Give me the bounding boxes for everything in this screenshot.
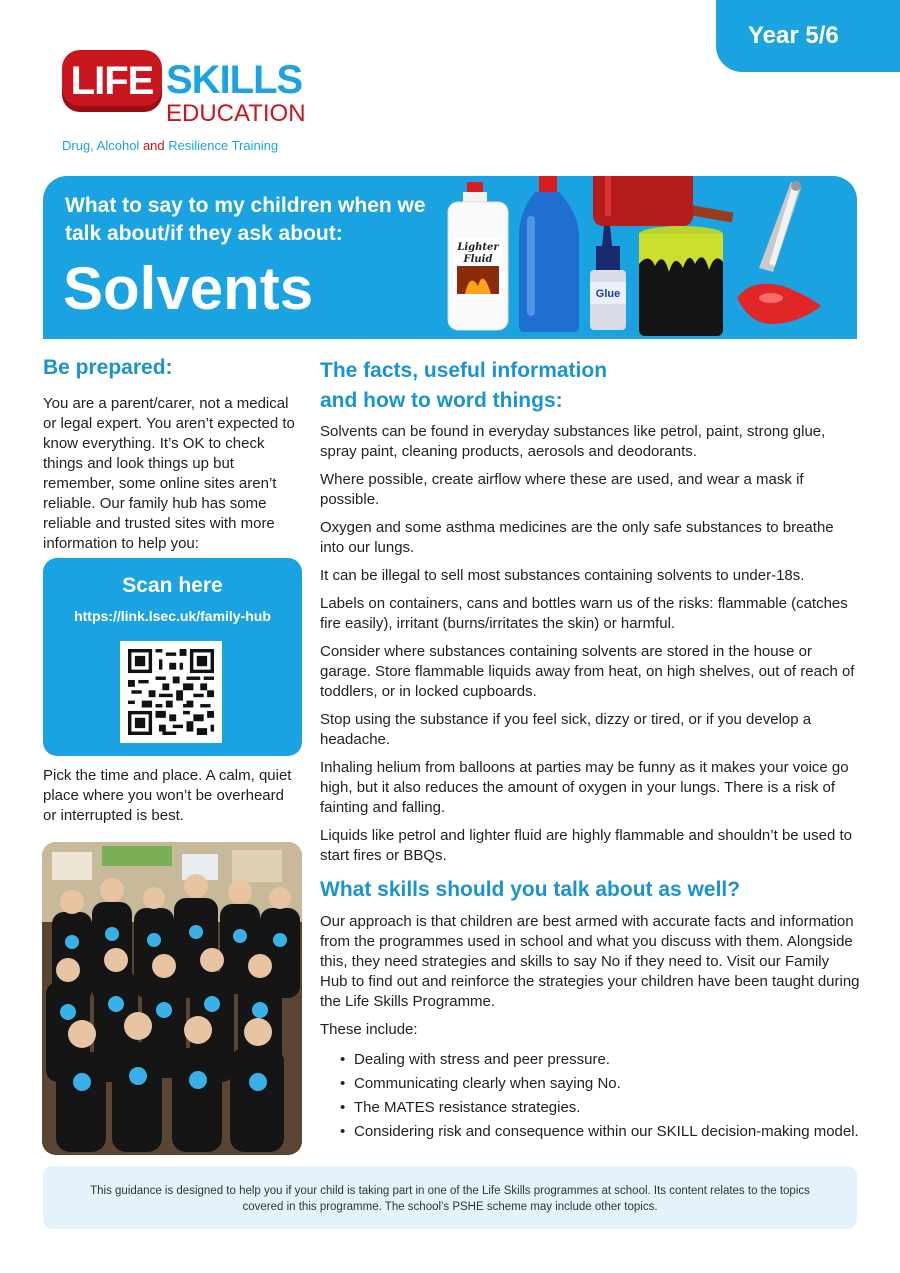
fact-paragraph: Where possible, create airflow where these are used, and wear a mask if possible. <box>320 471 804 508</box>
skills-heading: What skills should you talk about as well? <box>320 878 741 901</box>
page-title: Solvents <box>63 255 314 322</box>
fact-paragraph: Solvents can be found in everyday substances like petrol, paint, strong glue, spray paint, cleaning products, aerosols and deodorants. <box>320 423 826 460</box>
fact-paragraph: Oxygen and some asthma medicines are the only safe substances to breathe into our lungs. <box>320 519 834 556</box>
tagline-part-1: Drug, Alcohol <box>62 138 143 153</box>
fact-paragraph: Inhaling helium from balloons at parties may be funny as it makes your voice go high, but it also reduces the amount of oxygen in your lungs. There is a risk of fainting and falling. <box>320 759 849 816</box>
skills-bullet-item: • The MATES resistance strategies. <box>340 1098 860 1118</box>
year-level-label: Year 5/6 <box>748 22 839 49</box>
balloon-image <box>731 276 831 336</box>
be-prepared-heading: Be prepared: <box>43 356 173 379</box>
fact-paragraph: Labels on containers, cans and bottles warn us of the risks: flammable (catches fire easily), irritant (burns/irritates the skin) or harmful. <box>320 595 848 632</box>
skills-intro: Our approach is that children are best armed with accurate facts and information from the programmes used in school and what you discuss with them. Alongside this, they need strategies and skills to say No if they need to. Visit our Family Hub to find out and reinforce the strategies your children have been taught during the Life Skills Programme. <box>320 913 860 1010</box>
qr-code-icon <box>128 649 214 735</box>
year-level-tab <box>716 0 900 72</box>
fact-paragraph: Liquids like petrol and lighter fluid are highly flammable and shouldn’t be used to start fires or BBQs. <box>320 827 852 864</box>
life-skills-logo <box>62 50 312 160</box>
family-hub-link[interactable]: https://link.lsec.uk/family-hub <box>74 608 271 624</box>
logo-education-text: EDUCATION <box>166 100 306 127</box>
skills-these-include: These include: <box>320 1021 418 1038</box>
left-column <box>43 356 303 554</box>
qr-code[interactable] <box>120 641 222 743</box>
tagline-part-2: Resilience Training <box>164 138 279 153</box>
jerry-can-image <box>585 176 705 236</box>
lighter-label-line-2: Fluid <box>463 254 493 265</box>
facts-heading-line-2: and how to word things: <box>320 389 563 412</box>
footer-text: This guidance is designed to help you if your child is taking part in one of the Life Skills programmes at school. Its content relates to the topics covered in this programme. The school’s PSHE scheme may include other topics. <box>90 1185 810 1213</box>
gas-canister-image <box>745 180 805 276</box>
skills-bullet-item: • Communicating clearly when saying No. <box>340 1074 860 1094</box>
lighter-label-line-1: Lighter <box>457 242 499 253</box>
glue-bottle-image <box>588 226 632 336</box>
fact-paragraph: Stop using the substance if you feel sick, dizzy or tired, or if you develop a headache. <box>320 711 812 748</box>
facts-heading-line-1: The facts, useful information <box>320 359 608 382</box>
right-column <box>320 356 860 1146</box>
be-prepared-text: You are a parent/carer, not a medical or legal expert. You aren’t expected to know everything. It’s OK to check things and look things up but remember, some online sites aren’t reliable. Our family hub has some reliable and trusted sites with more information to help you: <box>43 395 295 552</box>
logo-skills-text: SKILLS <box>166 58 303 102</box>
skills-bullet-item: • Dealing with stress and peer pressure. <box>340 1050 860 1070</box>
facts-heading <box>320 356 860 416</box>
glue-label: Glue <box>595 288 621 300</box>
time-and-place-text: Pick the time and place. A calm, quiet place where you won’t be overheard or interrupted is best. <box>43 767 292 824</box>
lighter-fluid-bottle-image <box>445 176 515 339</box>
logo-life-text: LIFE <box>70 58 154 103</box>
fact-paragraph: It can be illegal to sell most substances containing solvents to under-18s. <box>320 567 805 584</box>
skills-bullet-item: • Considering risk and consequence within our SKILL decision-making model. <box>340 1122 860 1142</box>
scan-title: Scan here <box>122 574 223 597</box>
bleach-bottle-image <box>517 176 587 339</box>
facts-list <box>320 422 860 866</box>
children-group-photo <box>42 842 302 1155</box>
hero-subtitle: What to say to my children when we talk about/if they ask about: <box>65 194 426 245</box>
scan-qr-box <box>43 558 302 756</box>
tagline-and: and <box>142 138 165 153</box>
guidance-footer <box>43 1166 857 1229</box>
logo-life-badge <box>62 50 162 112</box>
logo-tagline <box>62 138 278 153</box>
fact-paragraph: Consider where substances containing solvents are stored in the house or garage. Store flammable liquids away from heat, on high shelves, out of reach of toddlers, or in locked cupboards. <box>320 643 855 700</box>
hero-banner <box>43 176 857 339</box>
skills-bullet-list <box>340 1050 860 1142</box>
